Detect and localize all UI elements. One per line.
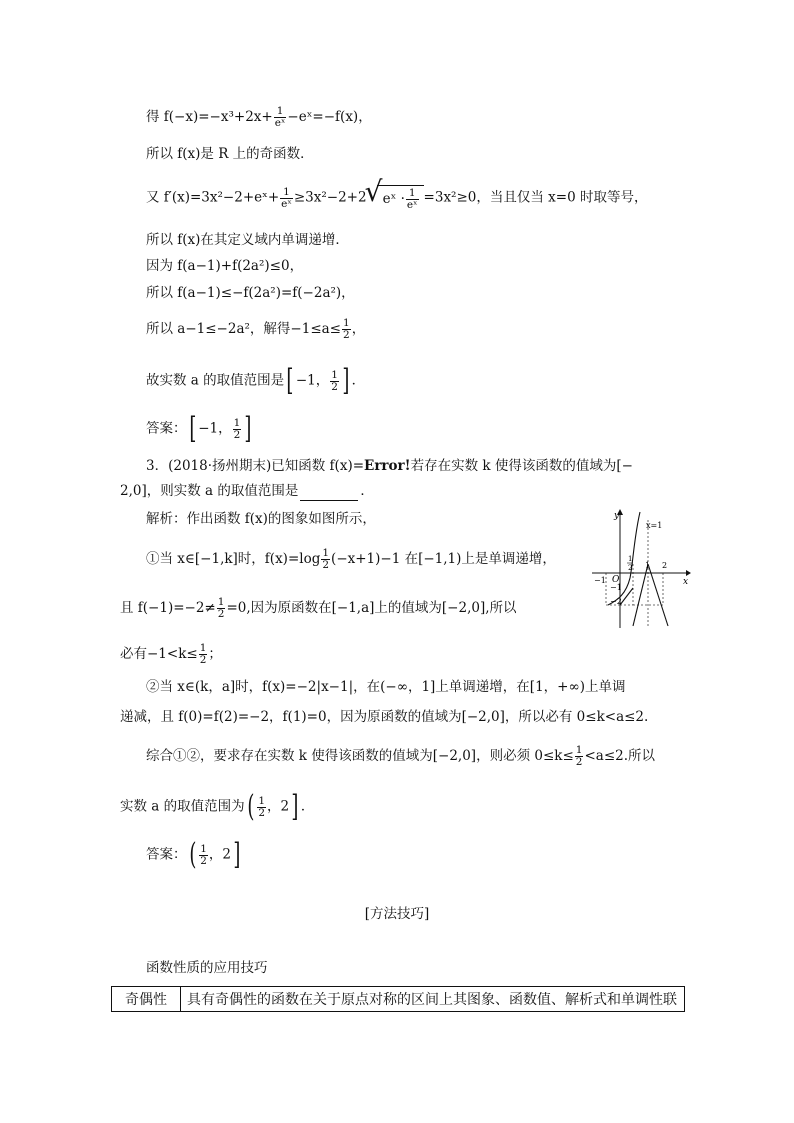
tick-half-num: 1 [628, 555, 633, 563]
function-graph [588, 508, 692, 632]
table-cell-header: 奇偶性 [112, 987, 181, 1012]
fraction: $\frac{1}{\text{eˣ}}$ [281, 185, 292, 210]
step-line-7: 所以 a−1≤−2a²，解得−1≤a≤ $\frac{1}{2}$ ， [146, 317, 366, 341]
answer-blank [300, 486, 358, 501]
solution-intro: 解析：作出函数 f(x)的图象如图所示， [146, 511, 376, 527]
fraction: $\frac{1}{2}$ [258, 794, 266, 819]
y-axis-label: y [614, 511, 620, 521]
tips-table [111, 986, 685, 1012]
step-line-6: 所以 f(a−1)≤−f(2a²)=f(−2a²)， [146, 285, 355, 301]
case-2: ②当 x∈(k，a]时，f(x)=−2|x−1|，在(−∞，1]上单调递增，在[1，+∞)上单调 [146, 679, 626, 695]
fraction: $\frac{1}{2}$ [343, 317, 350, 341]
table-cell-content: 具有奇偶性的函数在关于原点对称的区间上其图象、函数值、解析式和单调性联 [181, 987, 685, 1012]
synthesis: 综合①②，要求存在实数 k 使得该函数的值域为[−2,0]，则必须 0≤k≤ $\frac{1}{2}$ <a≤2.所以 [146, 744, 656, 768]
fraction: $\frac{1}{\text{eˣ}}$ [274, 105, 286, 129]
line-x1-label: x=1 [646, 521, 663, 530]
case-1: ①当 x∈[−1,k]时，f(x)=log $\frac{1}{2}$ (−x+1)−1 在[−1,1)上是单调递增， [146, 547, 556, 571]
step-line-5: 因为 f(a−1)+f(2a²)≤0， [146, 258, 304, 274]
range-conclusion: 故实数 a 的取值范围是[ −1， $\frac{1}{2}$ ] ． [146, 363, 366, 398]
fraction: $\frac{1}{2}$ [217, 596, 225, 620]
tick-2: 2 [662, 561, 668, 570]
section-subtitle: 函数性质的应用技巧 [146, 960, 268, 976]
tick-1: 1 [645, 561, 651, 570]
step-line-3: 又 f′(x)=3x²−2+eˣ+ $\frac{1}{\text{eˣ}}$ ≥3x²−2+2√ eˣ · $\frac{1}{\text{eˣ}}$ =3x²≥0，当且仅当 x=0 时取等号， [146, 185, 647, 211]
fraction: $\frac{1}{2}$ [200, 842, 207, 867]
answer-1: 答案：[ −1， $\frac{1}{2}$ ] [146, 411, 252, 446]
case-1-result: 必有−1<k≤ $\frac{1}{2}$ ； [120, 642, 222, 666]
tick-y-neg2: −2 [610, 597, 622, 606]
x-axis-label: x [683, 577, 689, 587]
error-text: Error! [364, 458, 411, 474]
square-root: √ eˣ · $\frac{1}{\text{eˣ}}$ [377, 185, 424, 211]
step-line-4: 所以 f(x)在其定义域内单调递增． [146, 232, 349, 248]
tick-half-den: 2 [628, 564, 633, 572]
fraction: $\frac{1}{2}$ [575, 744, 583, 768]
case-1-cont: 且 f(−1)=−2≠ $\frac{1}{2}$ =0,因为原函数在[−1,a]上的值域为[−2,0],所以 [120, 596, 517, 620]
tick-y-neg1: −1 [610, 583, 622, 592]
origin-label: O [612, 575, 620, 585]
method-heading: [方法技巧] [364, 906, 430, 922]
step-line-1: 得 f(−x)=−x³+2x+ $\frac{1}{\text{eˣ}}$ −eˣ=−f(x)， [146, 105, 372, 129]
table-row [112, 987, 685, 1012]
problem-3-cont: 2,0]，则实数 a 的取值范围是 ． [120, 483, 374, 499]
fraction: $\frac{1}{2}$ [199, 642, 207, 666]
problem-3: 3．(2018·扬州期末)已知函数 f(x)=Error!若存在实数 k 使得该函数的值域为[− [146, 458, 633, 474]
tick-neg1: −1 [594, 576, 606, 585]
answer-2: 答案：( $\frac{1}{2}$ ，2] [146, 837, 241, 872]
fraction: $\frac{1}{2}$ [322, 547, 330, 571]
fraction: $\frac{1}{2}$ [233, 416, 241, 441]
case-2-cont: 递减，且 f(0)=f(2)=−2，f(1)=0，因为原函数的值域为[−2,0]，所以必有 0≤k<a≤2. [120, 709, 649, 725]
fraction: $\frac{1}{2}$ [331, 368, 338, 393]
synthesis-range: 实数 a 的取值范围为( $\frac{1}{2}$ ，2] ． [120, 789, 315, 824]
step-line-2: 所以 f(x)是 R 上的奇函数． [146, 146, 314, 162]
